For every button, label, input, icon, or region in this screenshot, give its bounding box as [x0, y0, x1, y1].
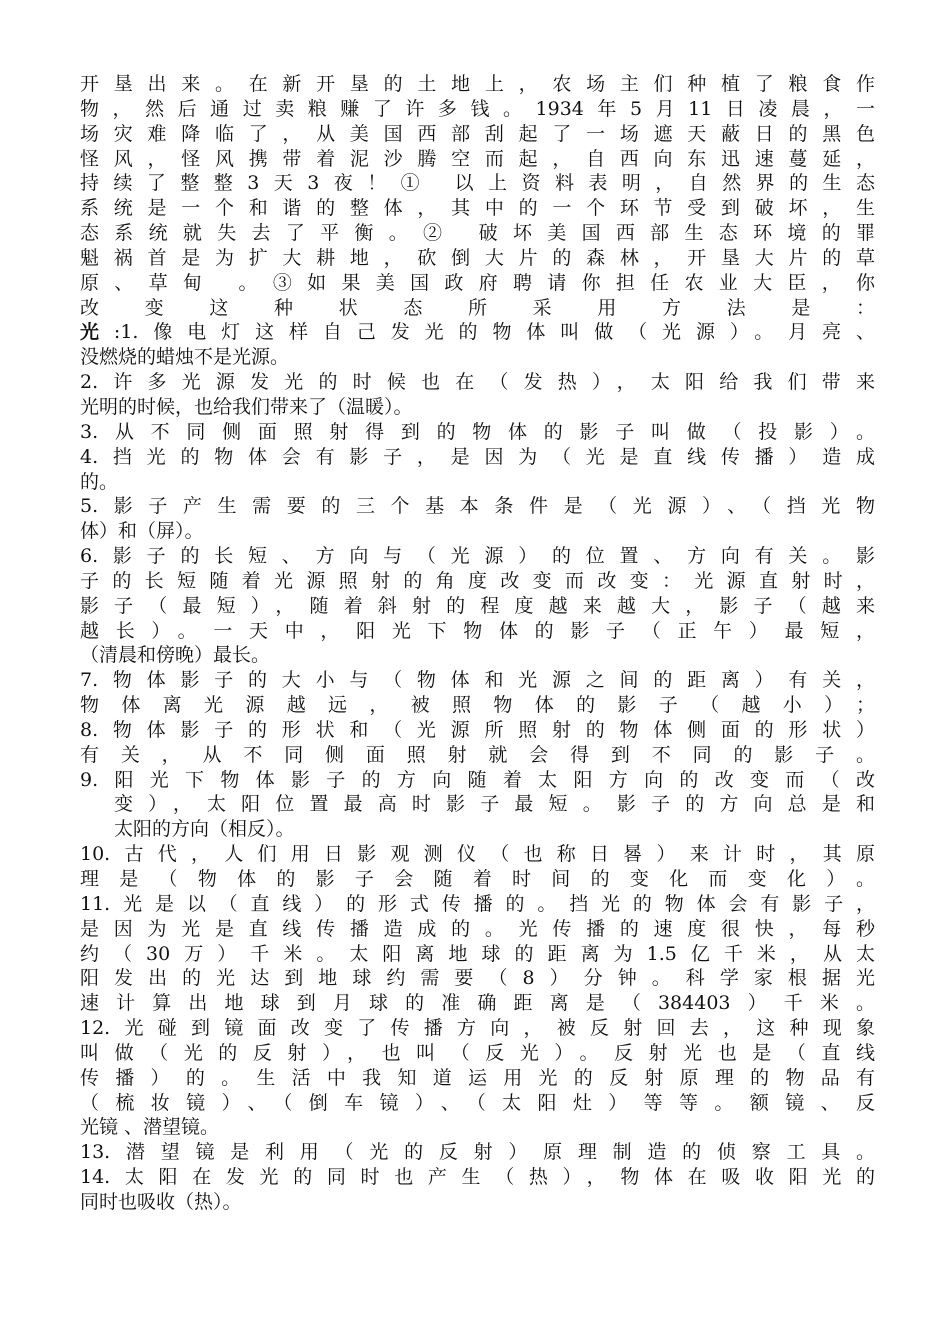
text-line: 10.古代，人们用日影观测仪（也称日晷）来计时，其原 — [80, 843, 875, 866]
text-line: 没燃烧的蜡烛不是光源。 — [80, 346, 290, 369]
text-line: 改变这种状态所采用方法是： — [80, 296, 875, 319]
text-line: 叫做（光的反射），也叫（反光）。反射光也是（直线 — [80, 1041, 875, 1064]
text-line: 开垦出来。在新开垦的土地上，农场主们种植了粮食作 — [80, 73, 875, 95]
text-line: 9.阳光下物体影子的方向随着太阳方向的改变而（改 — [80, 768, 875, 791]
text-line: 传播）的。生活中我知道运用光的反射原理的物品有 — [80, 1066, 875, 1089]
section-heading-mark: 光 — [80, 321, 114, 344]
document-text — [80, 72, 875, 1215]
text-line: 8.物体影子的形状和（光源所照射的物体侧面的形状） — [80, 718, 875, 741]
text-line: 的。 — [80, 470, 119, 493]
text-line: 原、草甸 。③如果美国政府聘请你担任农业大臣，你 — [80, 271, 875, 294]
text-line: 持续了整整3天3夜！① 以上资料表明，自然界的生态 — [80, 172, 875, 195]
text-line: 5.影子产生需要的三个基本条件是（光源）、（挡光物 — [80, 495, 875, 518]
text-line: 光镜 、潜望镜。 — [80, 1116, 220, 1139]
text-line: 7.物体影子的大小与（物体和光源之间的距离）有关， — [80, 669, 875, 692]
text-line: 变），太阳位置最高时影子最短。影子的方向总是和 — [114, 793, 875, 816]
text-line: 11.光是以（直线）的形式传播的。挡光的物体会有影子， — [80, 892, 875, 915]
text-line: 12.光碰到镜面改变了传播方向，被反射回去，这种现象 — [80, 1017, 875, 1040]
text-line: 约（30万）千米。太阳离地球的距离为1.5亿千米，从太 — [80, 942, 875, 965]
text-line: 态系统就失去了平衡。② 破坏美国西部生态环境的罪 — [80, 222, 875, 245]
text-line: 13.潜望镜是利用（光的反射）原理制造的侦察工具。 — [80, 1141, 875, 1164]
text-line: 子的长短随着光源照射的角度改变而改变：光源直射时， — [80, 569, 875, 592]
text-line: 6.影子的长短、方向与（光源）的位置、方向有关。影 — [80, 545, 875, 568]
text-line: 物，然后通过卖粮赚了许多钱。1934年5月11日凌晨，一 — [80, 97, 875, 120]
text-line: 系统是一个和谐的整体，其中的一个环节受到破坏，生 — [80, 197, 875, 220]
text-line: 速计算出地球到月球的准确距离是（384403）千米。 — [80, 992, 875, 1015]
text-line: 怪风，怪风携带着泥沙腾空而起，自西向东迅速蔓延， — [80, 147, 875, 170]
text-line: 魁祸首是为扩大耕地，砍倒大片的森林，开垦大片的草 — [80, 246, 875, 269]
text-line: 4.挡光的物体会有影子，是因为（光是直线传播）造成 — [80, 445, 875, 468]
text-line: 阳发出的光达到地球约需要（8）分钟。科学家根据光 — [80, 967, 875, 990]
text-line: 14.太阳在发光的同时也产生（热），物体在吸收阳光的 — [80, 1166, 875, 1189]
text-line: 物体离光源越远，被照物体的影子（越小）； — [80, 694, 875, 717]
text-line: 太阳的方向（相反）。 — [114, 818, 295, 841]
text-line: 有关，从不同侧面照射就会得到不同的影子。 — [80, 743, 875, 766]
text-line: 同时也吸收（热）。 — [80, 1190, 242, 1213]
text-line: 3.从不同侧面照射得到的物体的影子叫做（投影）。 — [80, 420, 875, 443]
text-line: 越长）。一天中，阳光下物体的影子（正午）最短， — [80, 619, 875, 642]
text-line: （清晨和傍晚）最长。 — [80, 644, 271, 667]
text-line: 理是（物体的影子会随着时间的变化而变化）。 — [80, 868, 875, 890]
text-line: 场灾难降临了，从美国西部刮起了一场遮天蔽日的黑色 — [80, 122, 875, 145]
text-line: 是因为光是直线传播造成的。光传播的速度很快，每秒 — [80, 917, 875, 940]
text-line: 光明的时候，也给我们带来了（温暖）。 — [80, 395, 413, 418]
text-line: 2.许多光源发光的时候也在（发热），太阳给我们带来 — [80, 371, 875, 394]
text-line: （梳妆镜）、（倒车镜）、（太阳灶）等等。额镜、反 — [80, 1091, 875, 1114]
text-line: 体）和（屏）。 — [80, 520, 204, 543]
text-line: 影子（最短），随着斜射的程度越来越大，影子（越来 — [80, 594, 875, 617]
section-heading-line: 光:1.像电灯这样自己发光的物体叫做（光源）。月亮、 — [80, 321, 875, 344]
